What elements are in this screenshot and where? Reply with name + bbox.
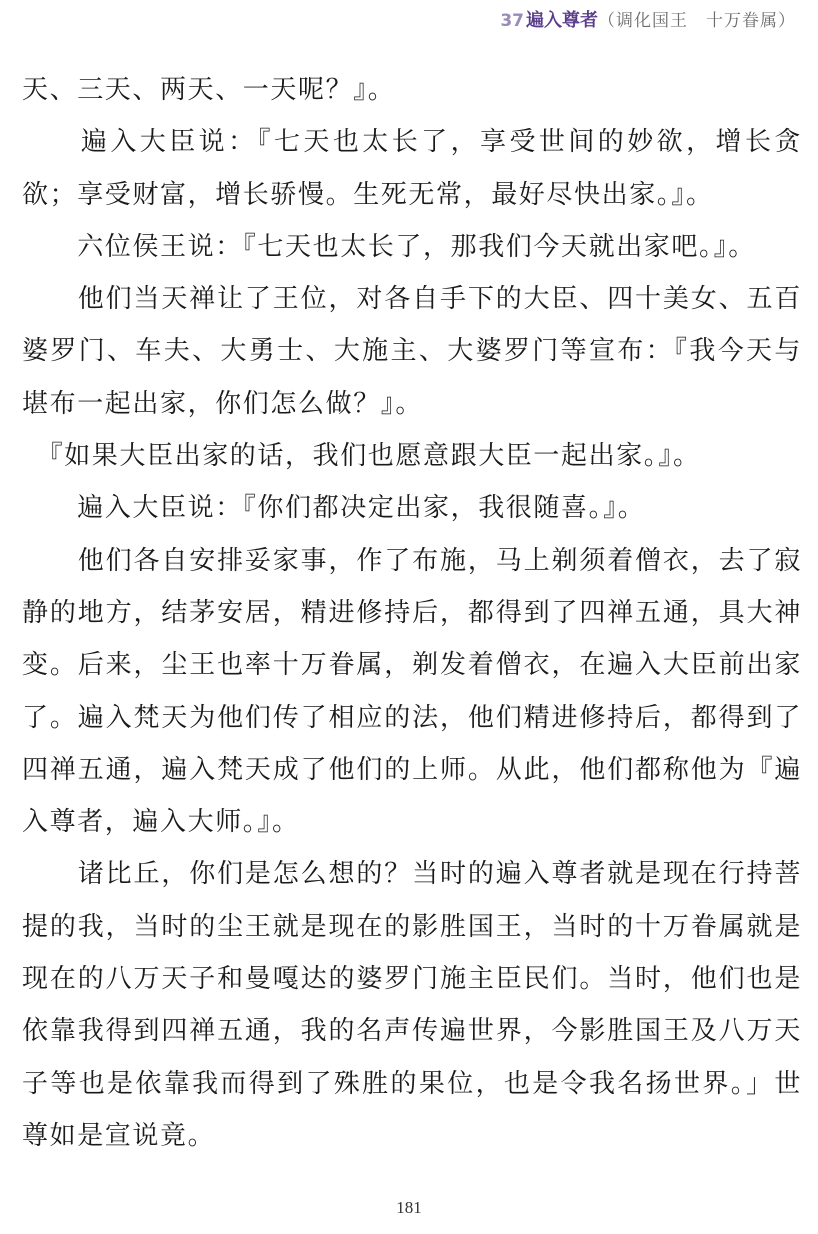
chapter-subtitle: （调化国王 十万眷属） [598,11,796,31]
paragraph: 遍入大臣说：『七天也太长了，享受世间的妙欲，增长贪欲；享受财富，增长骄慢。生死无常，最好尽快出家。』。 [22,127,802,210]
paragraph: 他们当天禅让了王位，对各自手下的大臣、四十美女、五百婆罗门、车夫、大勇士、大施主、大婆罗门等宣布：『我今天与堪布一起出家，你们怎么做？』。 [22,284,802,419]
paragraph: 遍入大臣说：『你们都决定出家，我很随喜。』。 [22,493,646,524]
paragraph: 六位侯王说：『七天也太长了，那我们今天就出家吧。』。 [22,231,756,262]
paragraph: 天、三天、两天、一天呢？』。 [22,75,396,105]
running-header [500,6,796,36]
paragraph: 诸比丘，你们是怎么想的？当时的遍入尊者就是现在行持菩提的我，当时的尘王就是现在的影胜国王，当时的十万眷属就是现在的八万天子和曼嘎达的婆罗门施主臣民们。当时，他们也是依靠我得到四禅五通，我的名声传遍世界，今影胜国王及八万天子等也是依靠我而得到了殊胜的果位，也是令我名扬世界。」世尊如是宣说竟。 [22,859,802,1151]
body-text [22,64,802,1162]
page-number: 181 [396,1198,422,1217]
chapter-title: 遍入尊者 [526,10,598,31]
paragraph: 『如果大臣出家的话，我们也愿意跟大臣一起出家。』。 [22,441,701,472]
paragraph: 他们各自安排妥家事，作了布施，马上剃须着僧衣，去了寂静的地方，结茅安居，精进修持后，都得到了四禅五通，具大神变。后来，尘王也率十万眷属，剃发着僧衣，在遍入大臣前出家了。遍入梵天为他们传了相应的法，他们精进修持后，都得到了四禅五通，遍入梵天成了他们的上师。从此，他们都称他为『遍入尊者，遍入大师。』。 [22,545,802,838]
chapter-number: 37 [500,11,524,31]
